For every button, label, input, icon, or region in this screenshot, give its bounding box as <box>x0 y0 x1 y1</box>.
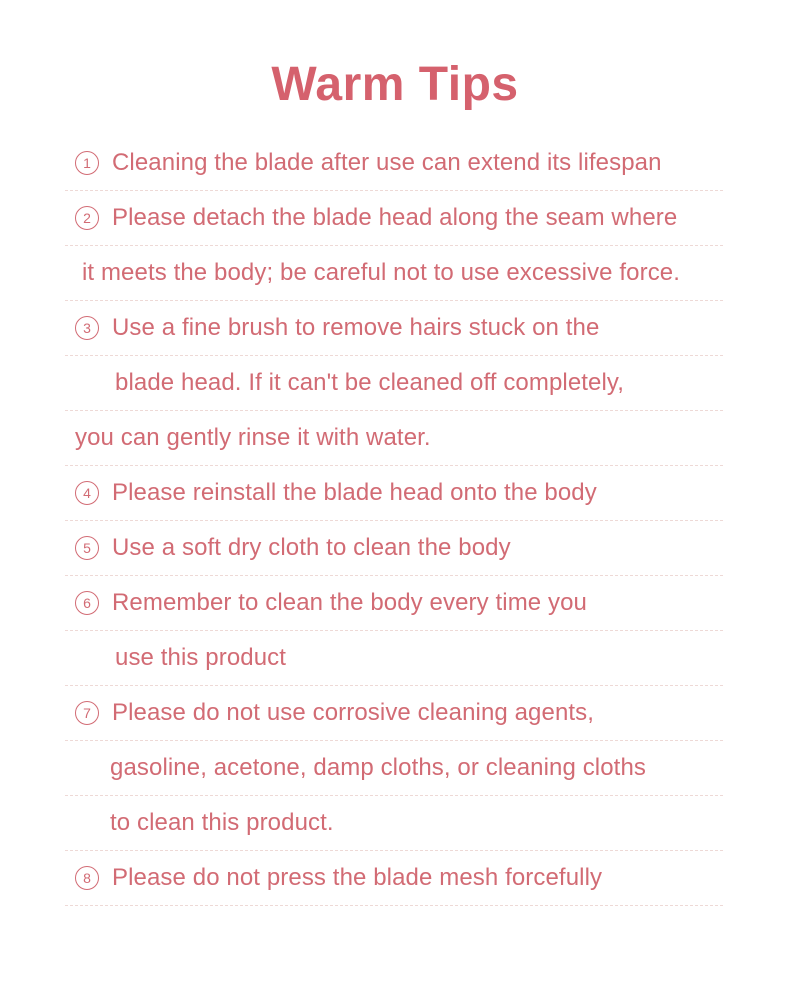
tip-text: Remember to clean the body every time you <box>112 589 587 617</box>
tip-line-8 <box>65 851 723 906</box>
tip-text: Please do not use corrosive cleaning agents, <box>112 699 595 727</box>
circled-number-icon: 5 <box>75 536 99 560</box>
circled-number-icon: 3 <box>75 316 99 340</box>
tip-text: Use a soft dry cloth to clean the body <box>112 534 511 562</box>
tip-line-5 <box>65 521 723 576</box>
tip-line-3-continued-2 <box>65 411 723 466</box>
tip-line-3 <box>65 301 723 356</box>
tip-text: Cleaning the blade after use can extend its lifespan <box>112 149 662 177</box>
tip-text: to clean this product. <box>110 809 334 837</box>
tip-line-2 <box>65 191 723 246</box>
tips-list <box>65 136 723 906</box>
tip-line-6-continued <box>65 631 723 686</box>
tip-text: you can gently rinse it with water. <box>75 424 431 452</box>
tip-line-4 <box>65 466 723 521</box>
page-title: Warm Tips <box>271 58 519 111</box>
circled-number-icon: 1 <box>75 151 99 175</box>
tip-text: Use a fine brush to remove hairs stuck on the <box>112 314 600 342</box>
tip-text: Please reinstall the blade head onto the body <box>112 479 597 507</box>
circled-number-icon: 7 <box>75 701 99 725</box>
tip-text: Please detach the blade head along the seam where <box>112 204 678 232</box>
circled-number-icon: 4 <box>75 481 99 505</box>
tip-text: blade head. If it can't be cleaned off completely, <box>115 369 625 397</box>
tip-line-7-continued <box>65 741 723 796</box>
tip-line-3-continued <box>65 356 723 411</box>
tip-line-6 <box>65 576 723 631</box>
circled-number-icon: 6 <box>75 591 99 615</box>
tip-line-7-continued-2 <box>65 796 723 851</box>
tip-line-2-continued <box>65 246 723 301</box>
tip-text: Please do not press the blade mesh forcefully <box>112 864 603 892</box>
circled-number-icon: 2 <box>75 206 99 230</box>
tip-text: use this product <box>115 644 287 672</box>
tip-line-1 <box>65 136 723 191</box>
circled-number-icon: 8 <box>75 866 99 890</box>
tip-text: gasoline, acetone, damp cloths, or cleaning cloths <box>110 754 646 782</box>
tip-text: it meets the body; be careful not to use excessive force. <box>82 259 681 287</box>
tip-line-7 <box>65 686 723 741</box>
